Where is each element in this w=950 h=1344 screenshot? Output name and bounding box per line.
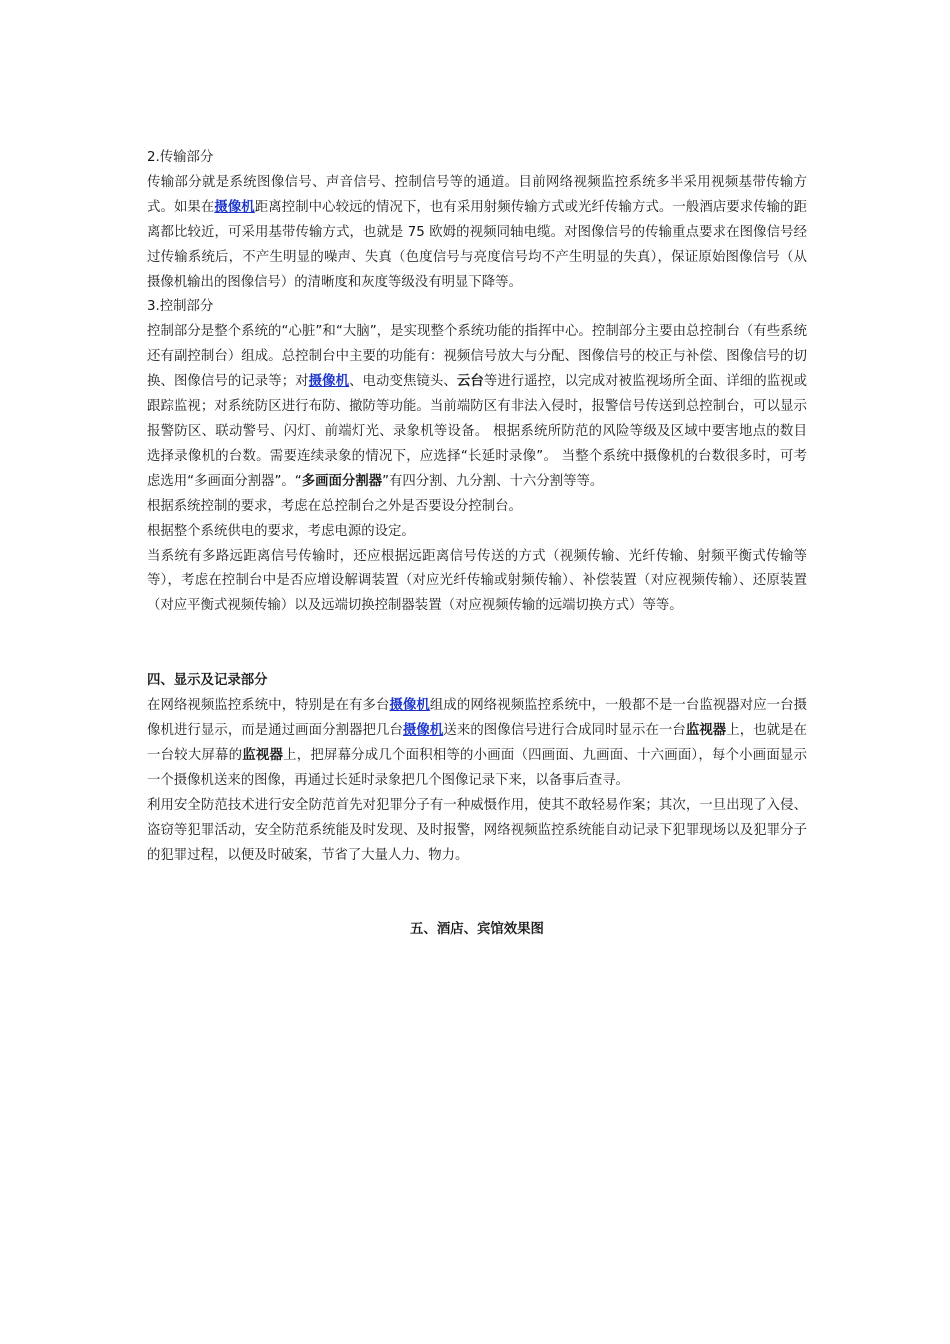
spacer (147, 619, 807, 669)
camera-link[interactable]: 摄像机 (308, 374, 350, 390)
bold-term-multiplexer: 多画面分割器 (301, 473, 383, 489)
section-4-heading: 四、显示及记录部分 (147, 673, 268, 689)
section-4-paragraph-1 (147, 694, 807, 794)
text-run: ”有四分割、九分割、十六分割等等。 (382, 473, 604, 489)
text-run: 组成的网络视频监控系统中，一般都不是一台监视器对应一台摄像机进行显示，而是通过画面分割器把几台 (147, 698, 808, 739)
text-run: 等进行遥控，以完成对被监视场所全面、详细的监视或跟踪监视；对系统防区进行布防、撤防等功能。当前端防区有非法入侵时，报警信号传送到总控制台，可以显示报警防区、联动警号、闪灯、前端灯光、录象机等设备。 根据系统所防范的风险等级及区域中要害地点的数目选择录像机的台数。需要连续录象的情况下，应选择“长延时录像”。 当整个系统中摄像机的台数很多时，可考虑选用“多画面分割器”。“ (147, 374, 808, 489)
camera-link[interactable]: 摄像机 (402, 723, 444, 739)
bold-term-pan-tilt: 云台 (456, 374, 484, 390)
text-run: 控制部分是整个系统的“心脏”和“大脑”，是实现整个系统功能的指挥中心。控制部分主要由总控制台（有些系统还有副控制台）组成。总控制台中主要的功能有：视频信号放大与分配、图像信号的校正与补偿、图像信号的切换、图像信号的记录等；对 (147, 324, 807, 390)
spacer (147, 868, 807, 918)
text-run: 上，也就是在一台较大屏幕的 (147, 723, 808, 763)
section-3-heading: 3.控制部分 (147, 299, 214, 315)
text-run: 传输部分就是系统图像信号、声音信号、控制信号等的通道。目前网络视频监控系统多半采用视频基带传输方式。如果在 (147, 174, 807, 215)
section-4-paragraph-2: 利用安全防范技术进行安全防范首先对犯罪分子有一种威慑作用，使其不敢轻易作案；其次，一旦出现了入侵、盗窃等犯罪活动，安全防范系统能及时发现、及时报警，网络视频监控系统能自动记录下犯罪现场以及犯罪分子的犯罪过程，以便及时破案，节省了大量人力、物力。 (147, 797, 807, 863)
section-3-paragraph-1 (147, 320, 807, 494)
text-run: 距离控制中心较远的情况下，也有采用射频传输方式或光纤传输方式。一般酒店要求传输的距离都比较近，可采用基带传输方式，也就是 75 欧姆的视频同轴电缆。对图像信号的传输重点要求在图像信号经过传输系统后，不产生明显的噪声、失真（色度信号与亮度信号均不产生明显的失真），保证原始图像信号（从摄像机输出的图像信号）的清晰度和灰度等级没有明显下降等。 (147, 199, 808, 290)
document-page (147, 146, 807, 943)
section-3-paragraph-3: 根据整个系统供电的要求，考虑电源的设定。 (147, 523, 415, 539)
section-3-paragraph-4: 当系统有多路远距离信号传输时，还应根据远距离信号传送的方式（视频传输、光纤传输、射频平衡式传输等等），考虑在控制台中是否应增设解调装置（对应光纤传输或射频传输）、补偿装置（对应视频传输）、还原装置（对应平衡式视频传输）以及远端切换控制器装置（对应视频传输的远端切换方式）等等。 (147, 548, 807, 614)
section-2-heading: 2.传输部分 (147, 150, 214, 165)
text-run: 上，把屏幕分成几个面积相等的小画面（四画面、九画面、十六画面），每个小画面显示一个摄像机送来的图像，再通过长延时录象把几个图像记录下来，以备事后查寻。 (147, 747, 808, 788)
bold-term-monitor: 监视器 (242, 747, 284, 763)
section-3-paragraph-2: 根据系统控制的要求，考虑在总控制台之外是否要设分控制台。 (147, 498, 522, 514)
section-2-paragraph (147, 171, 807, 296)
text-run: 送来的图像信号进行合成同时显示在一台 (443, 723, 686, 739)
text-run: 、电动变焦镜头、 (349, 374, 457, 390)
camera-link[interactable]: 摄像机 (389, 698, 430, 714)
bold-term-monitor: 监视器 (685, 723, 727, 739)
camera-link[interactable]: 摄像机 (214, 199, 255, 215)
section-5-heading: 五、酒店、宾馆效果图 (410, 922, 544, 938)
text-run: 在网络视频监控系统中，特别是在有多台 (147, 698, 390, 714)
